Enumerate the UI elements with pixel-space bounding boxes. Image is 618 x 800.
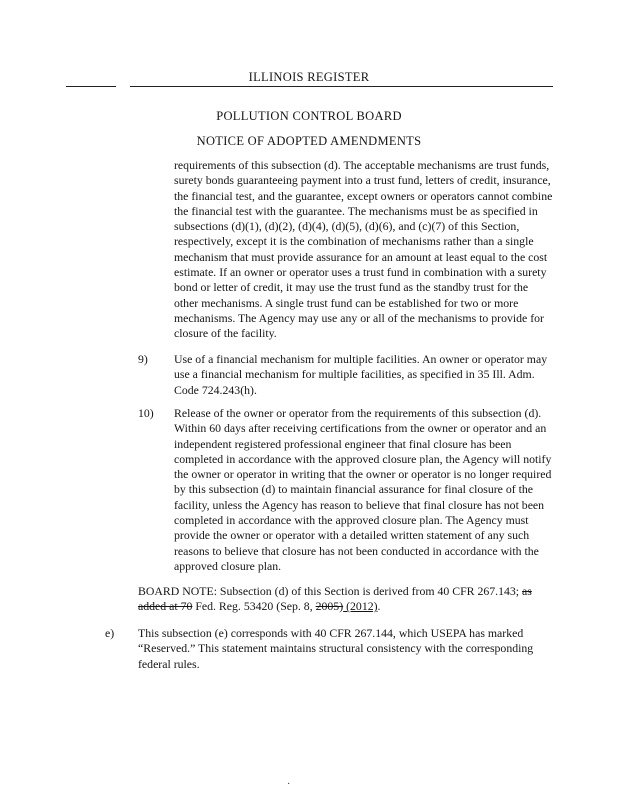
footer-mark: · (287, 779, 291, 790)
item-9-text: Use of a financial mechanism for multiple facilities. An owner or operator may use a financial mechanism for multiple facilities, as specified in 35 Ill. Adm. Code 724.243(h). (174, 352, 548, 397)
header-rule-gap (116, 86, 130, 88)
agency-title: POLLUTION CONTROL BOARD (216, 109, 402, 123)
board-note-end: . (377, 599, 381, 614)
header-rule (66, 86, 553, 87)
item-9-number: 9) (138, 352, 148, 366)
item-e-number: e) (105, 626, 115, 640)
board-note-struck-year: 2005) (315, 599, 344, 614)
continuation-paragraph: requirements of this subsection (d). The acceptable mechanisms are trust funds, surety bonds guaranteeing payment into a trust fund, letters of credit, insurance, the financial test, and the guarantee, except owners or operators cannot combine the financial test with the guarantee. The mechanisms must be as specified in subsections (d)(1), (d)(2), (d)(4), (d)(5), (d)(6), and (c)(7) of this Section, respectively, except it is the combination of mechanisms rather than a single mechanism that must provide assurance for an amount at least equal to the cost estimate. If an owner or operator uses a trust fund in combination with a surety bond or letter of credit, it may use the trust fund as the standby trust for the other mechanisms. A single trust fund can be established for two or more mechanisms. The Agency may use any or all of the mechanisms to provide for closure of the facility. (174, 158, 553, 341)
board-note-middle: Fed. Reg. 53420 (Sep. 8, (192, 599, 316, 614)
board-note (138, 584, 554, 615)
register-title: ILLINOIS REGISTER (248, 70, 370, 84)
board-note-struck-text: as added at 70 (138, 584, 532, 614)
notice-title: NOTICE OF ADOPTED AMENDMENTS (196, 134, 422, 148)
board-note-added-year: (2012) (343, 599, 378, 614)
board-note-lead: BOARD NOTE: Subsection (d) of this Section is derived from 40 CFR 267.143; (138, 584, 520, 598)
item-e-text: This subsection (e) corresponds with 40 CFR 267.144, which USEPA has marked “Reserved.” This statement maintains structural consistency with the corresponding federal rules. (138, 626, 534, 671)
item-10-text: Release of the owner or operator from the requirements of this subsection (d). Within 60 days after receiving certifications from the owner or operator and an independent registered professional engineer that final closure has been completed in accordance with the approved closure plan, the Agency will notify the owner or operator in writing that the owner or operator is no longer required by this subsection (d) to maintain financial assurance for final closure of the facility, unless the Agency has reason to believe that final closure has not been completed in accordance with the approved closure plan. The Agency must provide the owner or operator with a detailed written statement of any such reasons to believe that closure has not been conducted in accordance with the approved closure plan. (174, 406, 552, 573)
item-10-number: 10) (138, 406, 154, 420)
